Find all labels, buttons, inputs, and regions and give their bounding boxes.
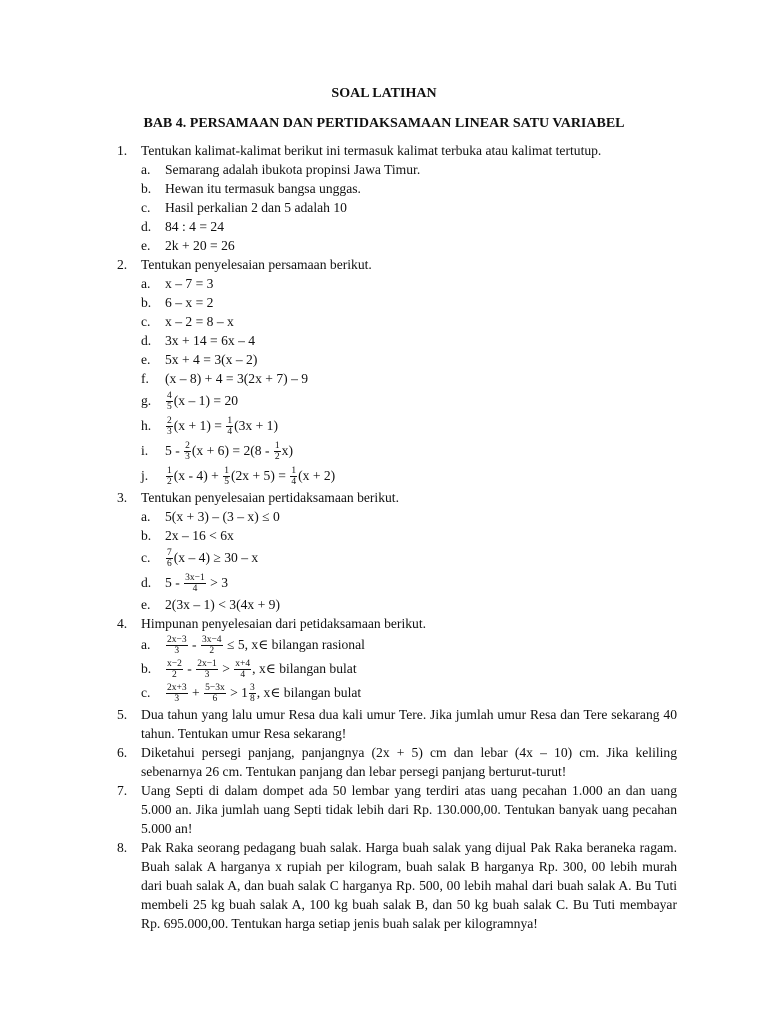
question-3 <box>117 488 677 507</box>
list-item <box>141 160 677 179</box>
question-6 <box>117 743 677 781</box>
item-label: a. <box>141 509 151 524</box>
list-item: i. 5 - $\frac{2}{3}$ (x + 6) = 2(8 - $\frac{1}{2}$ x) <box>141 438 677 463</box>
list-item <box>141 217 677 236</box>
fraction: $\frac{2x-1}{3}$ <box>197 659 217 681</box>
list-item <box>141 350 677 369</box>
item-text: Hasil perkalian 2 dan 5 adalah 10 <box>165 200 347 215</box>
item-label: g. <box>141 393 152 408</box>
list-item: h. $\frac{2}{3}$ (x + 1) = $\frac{1}{4}$ (3x + 1) <box>141 413 677 438</box>
item-label: b. <box>141 661 152 676</box>
item-text: Hewan itu termasuk bangsa unggas. <box>165 181 361 196</box>
question-text: Himpunan penyelesaian dari petidaksamaan berikut. <box>141 616 426 631</box>
item-label: c. <box>141 200 151 215</box>
fraction: $\frac{1}{2}$ <box>167 466 172 488</box>
list-item <box>141 179 677 198</box>
fraction: $\frac{3x-1}{4}$ <box>185 573 205 595</box>
fraction: $\frac{2x+3}{3}$ <box>167 683 187 705</box>
item-text: Semarang adalah ibukota propinsi Jawa Timur. <box>165 162 421 177</box>
item-label: d. <box>141 333 152 348</box>
page-title: SOAL LATIHAN <box>331 86 437 101</box>
item-label: f. <box>141 371 149 386</box>
fraction: $\frac{1}{5}$ <box>224 466 229 488</box>
item-label: c. <box>141 550 151 565</box>
item-label: c. <box>141 685 151 700</box>
inequality: 5(x + 3) – (3 – x) ≤ 0 <box>165 509 280 524</box>
question-list <box>117 141 677 933</box>
list-item <box>141 331 677 350</box>
fraction: $\frac{1}{4}$ <box>227 416 233 438</box>
item-label: e. <box>141 238 151 253</box>
question-5 <box>117 705 677 743</box>
list-item: b. $\frac{x-2}{2}$ - $\frac{2x-1}{3}$ > $\frac{x+4}{4}$ , x∈ bilangan bulat <box>141 657 677 681</box>
fraction: $\frac{3x-4}{2}$ <box>201 635 222 657</box>
fraction: $\frac{2}{3}$ <box>185 441 190 463</box>
item-label: d. <box>141 219 152 234</box>
item-label: b. <box>141 181 152 196</box>
fraction: $\frac{1}{2}$ <box>274 441 280 463</box>
list-item: c. $\frac{2x+3}{3}$ + $\frac{5-3x}{6}$ > 1 $\frac{3}{8}$ , x∈ bilangan bulat <box>141 681 677 705</box>
list-item: g. $\frac{4}{5}$ (x – 1) = 20 <box>141 388 677 413</box>
item-label: b. <box>141 295 152 310</box>
inequality: 2x – 16 < 6x <box>165 528 234 543</box>
list-item <box>141 312 677 331</box>
item-label: d. <box>141 575 152 590</box>
question-number: 7. <box>117 783 128 798</box>
list-item <box>141 369 677 388</box>
item-label: i. <box>141 443 149 458</box>
question-number: 5. <box>117 707 128 722</box>
item-label: a. <box>141 637 151 652</box>
question-number: 1. <box>117 143 128 158</box>
question-text: Tentukan penyelesaian persamaan berikut. <box>141 257 372 272</box>
item-text: 84 : 4 = 24 <box>165 219 225 234</box>
equation: 3x + 14 = 6x – 4 <box>165 333 256 348</box>
question-number: 6. <box>117 745 128 760</box>
equation: x – 7 = 3 <box>165 276 214 291</box>
list-item <box>141 236 677 255</box>
list-item: c. $\frac{7}{6}$ (x – 4) ≥ 30 – x <box>141 545 677 570</box>
question-number: 2. <box>117 257 128 272</box>
item-label: a. <box>141 162 151 177</box>
item-label: b. <box>141 528 152 543</box>
list-item <box>141 274 677 293</box>
list-item <box>141 595 677 614</box>
equation: 6 – x = 2 <box>165 295 214 310</box>
list-item: j. $\frac{1}{2}$ (x - 4) + $\frac{1}{5}$ (2x + 5) = $\frac{1}{4}$ (x + 2) <box>141 463 677 488</box>
question-7 <box>117 781 677 838</box>
item-label: j. <box>141 468 149 483</box>
list-item <box>141 198 677 217</box>
inequality: 2(3x – 1) < 3(4x + 9) <box>165 597 281 612</box>
question-text: Tentukan penyelesaian pertidaksamaan berikut. <box>141 490 399 505</box>
equation: 5x + 4 = 3(x – 2) <box>165 352 258 367</box>
list-item <box>141 507 677 526</box>
question-text: Diketahui persegi panjang, panjangnya (2x + 5) cm dan lebar (4x – 10) cm. Jika keliling sebenarnya 26 cm. Tentukan panjang dan lebar persegi panjang berturut-turut! <box>141 745 677 779</box>
question-text: Dua tahun yang lalu umur Resa dua kali umur Tere. Jika jumlah umur Resa dan Tere sekarang 40 tahun. Tentukan umur Resa sekarang! <box>141 707 677 741</box>
fraction: $\frac{x-2}{2}$ <box>167 659 182 681</box>
item-label: e. <box>141 597 151 612</box>
question-2-items <box>117 274 677 488</box>
fraction: $\frac{3}{8}$ <box>249 683 255 705</box>
list-item <box>141 293 677 312</box>
question-number: 3. <box>117 490 128 505</box>
item-label: c. <box>141 314 151 329</box>
fraction: $\frac{4}{5}$ <box>167 391 172 413</box>
item-text: 2k + 20 = 26 <box>165 238 235 253</box>
question-3-items <box>117 507 677 614</box>
fraction: $\frac{7}{6}$ <box>167 548 172 570</box>
question-number: 4. <box>117 616 128 631</box>
question-number: 8. <box>117 840 128 855</box>
equation: x – 2 = 8 – x <box>165 314 234 329</box>
fraction: $\frac{2x-3}{3}$ <box>167 635 187 657</box>
question-text: Uang Septi di dalam dompet ada 50 lembar yang terdiri atas uang pecahan 1.000 an dan uang 5.000 an. Jika jumlah uang Septi tidak lebih dari Rp. 130.000,00. Tentukan banyak uang pecahan 5.000 an! <box>141 783 677 836</box>
equation: (x – 8) + 4 = 3(2x + 7) – 9 <box>165 371 309 386</box>
question-1 <box>117 141 677 160</box>
question-1-items <box>117 160 677 255</box>
list-item <box>141 526 677 545</box>
fraction: $\frac{5-3x}{6}$ <box>205 683 225 705</box>
list-item: a. $\frac{2x-3}{3}$ - $\frac{3x-4}{2}$ ≤ 5, x∈ bilangan rasional <box>141 633 677 657</box>
fraction: $\frac{x+4}{4}$ <box>235 659 251 681</box>
question-4 <box>117 614 677 633</box>
fraction: $\frac{2}{3}$ <box>167 416 172 438</box>
item-label: h. <box>141 418 152 433</box>
question-text: Tentukan kalimat-kalimat berikut ini termasuk kalimat terbuka atau kalimat tertutup. <box>141 143 602 158</box>
chapter-title: BAB 4. PERSAMAAN DAN PERTIDAKSAMAAN LINEAR SATU VARIABEL <box>143 116 625 131</box>
item-label: a. <box>141 276 151 291</box>
question-4-items <box>117 633 677 705</box>
question-2 <box>117 255 677 274</box>
question-text: Pak Raka seorang pedagang buah salak. Harga buah salak yang dijual Pak Raka beraneka ragam. Buah salak A harganya x rupiah per kilogram, buah salak B harganya Rp. 300, 00 lebih murah dari buah salak A, dan buah salak C harganya Rp. 500, 00 lebih mahal dari buah salak A. Bu Tuti membeli 25 kg buah salak A, 100 kg buah salak B, dan 50 kg buah salak C. Bu Tuti membayar Rp. 695.000,00. Tentukan harga setiap jenis buah salak per kilogramnya! <box>141 840 677 931</box>
fraction: $\frac{1}{4}$ <box>291 466 297 488</box>
question-8 <box>117 838 677 933</box>
list-item: d. 5 - $\frac{3x-1}{4}$ > 3 <box>141 570 677 595</box>
item-label: e. <box>141 352 151 367</box>
